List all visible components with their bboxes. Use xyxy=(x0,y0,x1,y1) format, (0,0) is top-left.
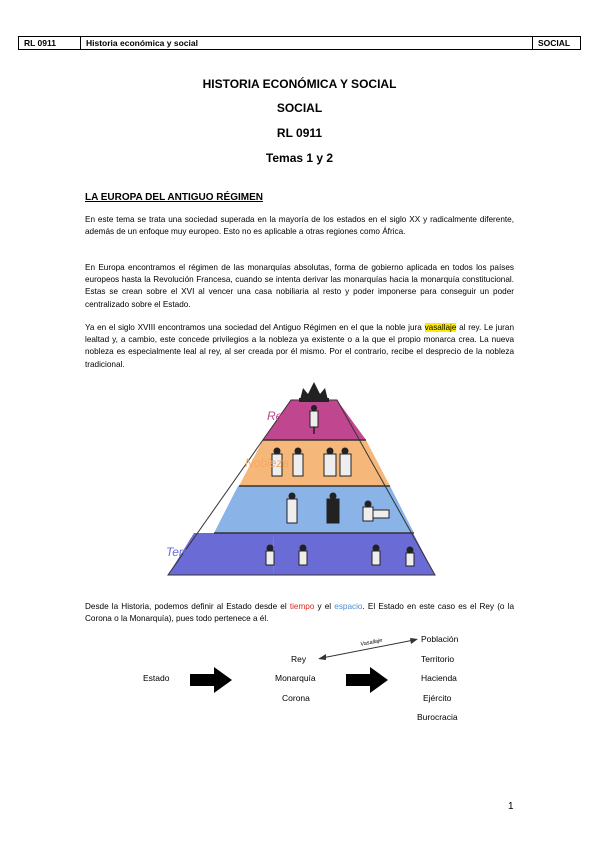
page-number: 1 xyxy=(508,801,514,812)
arrow-right-icon xyxy=(190,667,232,693)
keyword-tiempo: tiempo xyxy=(289,602,315,611)
doc-topics: Temas 1 y 2 xyxy=(265,151,334,165)
highlight-vasallaje: vasallaje xyxy=(424,323,457,332)
doc-code: RL 0911 xyxy=(276,126,323,140)
pyramid-label-nobleza: Nobleza xyxy=(245,456,290,470)
diagram-ejercito: Ejército xyxy=(423,693,452,703)
arrow-right-icon-2 xyxy=(346,667,388,693)
diagram-rey: Rey xyxy=(291,654,307,664)
diagram-hacienda: Hacienda xyxy=(421,673,457,683)
doc-title: HISTORIA ECONÓMICA Y SOCIAL xyxy=(202,77,397,91)
crown-icon xyxy=(299,382,329,402)
keyword-espacio: espacio xyxy=(334,602,363,611)
page-header xyxy=(18,36,581,50)
header-title: Historia económica y social xyxy=(81,37,533,49)
section-heading: LA EUROPA DEL ANTIGUO RÉGIMEN xyxy=(85,192,263,203)
diagram-monarquia: Monarquía xyxy=(275,673,316,683)
diagram-corona: Corona xyxy=(282,693,310,703)
paragraph-2: En Europa encontramos el régimen de las monarquías absolutas, forma de gobierno aplicada en todos los países europeos hasta la Revolución Francesa, cuando se intenta derivar las monarquías hacia la monarquía constitucional. Estas se crean sobre el XVI al vencer una casa nobiliaria al resto y poder imponerse para conseguir un poder centralizado sobre el Estado. xyxy=(85,263,514,309)
header-tag: SOCIAL xyxy=(538,38,571,48)
vasallaje-double-arrow xyxy=(318,634,418,664)
pyramid-label-rey: Rey xyxy=(267,409,289,423)
pyramid-label-clero: Clero xyxy=(232,502,261,516)
paragraph-4: Desde la Historia, podemos definir al Estado desde el tiempo y el espacio. El Estado en este caso es el Rey (o la Corona o la Monarquía), pues todo pertenece a él. xyxy=(85,602,514,624)
pyramid-label-tercer-estado: Tercer Estado xyxy=(166,545,241,559)
vasallaje-label: Vasallaje xyxy=(360,637,383,648)
header-code: RL 0911 xyxy=(19,37,81,49)
social-pyramid xyxy=(160,380,440,576)
diagram-poblacion: Población xyxy=(421,634,459,644)
paragraph-1: En este tema se trata una sociedad superada en la mayoría de los estados en el siglo XX y radicalmente diferente, además de un enfoque muy europeo. Esto no es aplicable a otras regiones como África. xyxy=(85,215,514,237)
diagram-burocracia: Burocracia xyxy=(417,712,458,722)
paragraph-3: Ya en el siglo XVIII encontramos una sociedad del Antiguo Régimen en el que la noble jura vasallaje al rey. Le juran lealtad y, a cambio, este concede privilegios a la nobleza ya existente o a la que el propio monarca crea. La nueva nobleza es especialmente leal al rey, al ser creada por él mismo. Por el contrario, recibe el desprecio de la nobleza tradicional. xyxy=(85,323,514,369)
diagram-territorio: Territorio xyxy=(421,654,455,664)
diagram-estado: Estado xyxy=(143,673,170,683)
doc-subtitle: SOCIAL xyxy=(276,101,323,115)
